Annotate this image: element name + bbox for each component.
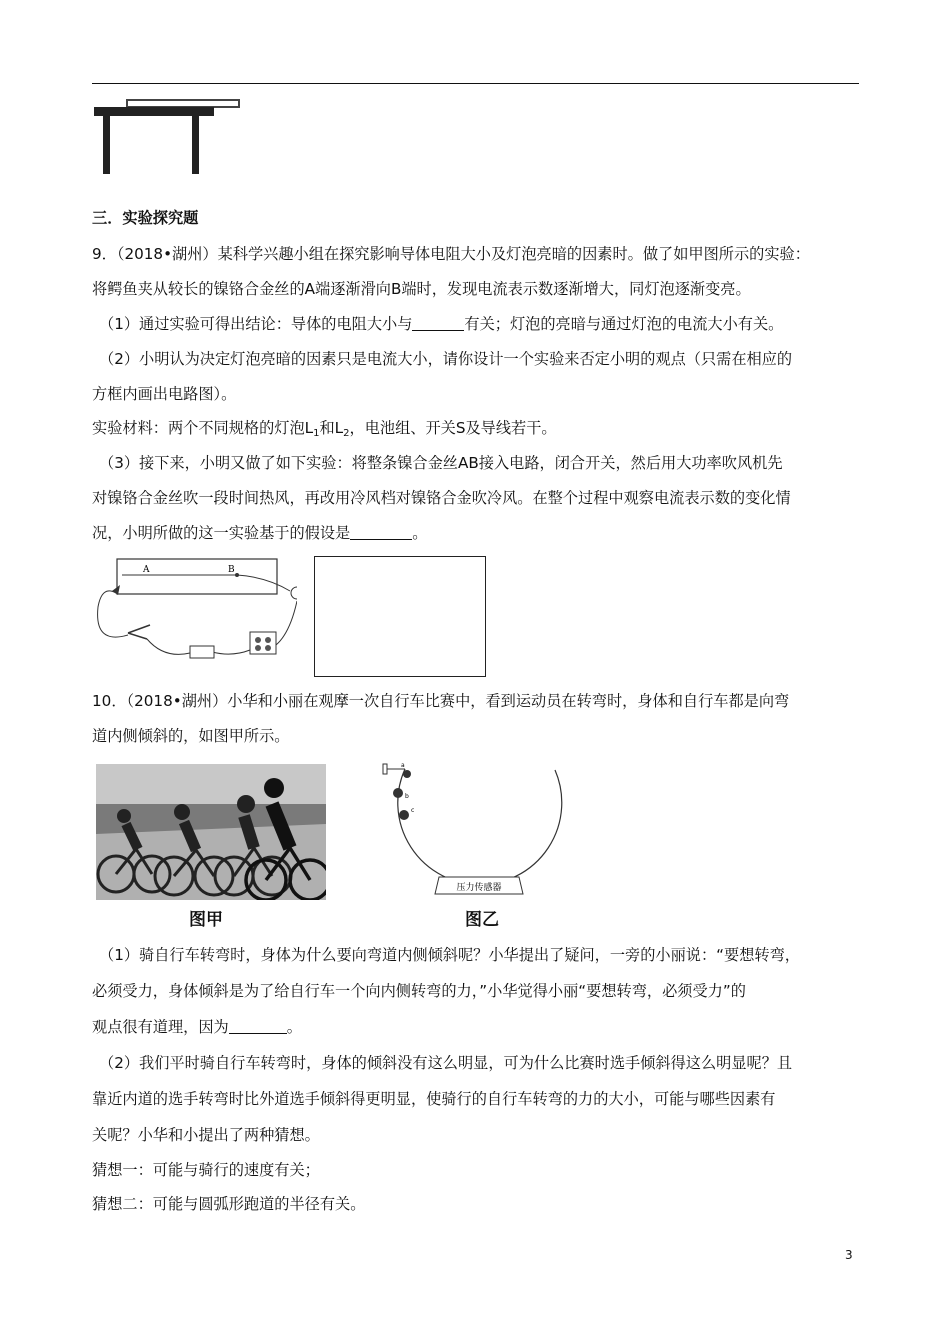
q10-line2: 道内侧倾斜的，如图甲所示。 <box>92 727 290 745</box>
q10-part1-line3 <box>92 1017 302 1037</box>
q10-part2-line2: 靠近内道的选手转弯时比外道选手倾斜得更明显，使骑行的自行车转弯的力的大小，可能与哪些因素有 <box>92 1090 776 1108</box>
q10-part1-text-b: 。 <box>286 1018 302 1036</box>
q9-part1-text-a: （1）通过实验可得出结论：导体的电阻大小与 <box>99 315 413 333</box>
table-top <box>94 107 214 116</box>
q10-part2-line3: 关呢？小华和小提出了两种猜想。 <box>92 1126 320 1144</box>
q9-line2: 将鳄鱼夹从较长的镍铬合金丝的A端逐渐滑向B端时，发现电流表示数逐渐增大，同灯泡逐渐变亮。 <box>92 280 751 298</box>
q9-part3-text-b: 。 <box>412 524 428 542</box>
ammeter <box>190 646 214 658</box>
ball-a-label: a <box>401 762 405 769</box>
cyclists-photo <box>96 764 326 900</box>
caption-fig-jia: 图甲 <box>189 910 223 930</box>
sensor-label: 压力传感器 <box>456 883 502 893</box>
q10-line1: 10．（2018•湖州）小华和小丽在观摩一次自行车比赛中，看到运动员在转弯时，身体和自行车都是向弯 <box>92 692 790 710</box>
switch <box>128 625 150 639</box>
q9-part3-line3 <box>92 523 427 543</box>
table-board <box>127 100 239 107</box>
ball-a <box>403 770 411 778</box>
q9-part1 <box>99 314 783 334</box>
wire-switch-clip <box>98 591 128 637</box>
table-leg-right <box>192 116 199 174</box>
q9-part1-text-b: 有关；灯泡的亮暗与通过灯泡的电流大小有关。 <box>464 315 784 333</box>
q9-answer-blank-1[interactable] <box>412 316 464 331</box>
q10-part1-text-a: 观点很有道理，因为 <box>92 1018 229 1036</box>
wire-board <box>117 559 277 594</box>
materials-text-c: ，电池组、开关S及导线若干。 <box>349 419 557 437</box>
battery-box <box>250 632 276 654</box>
q9-part2-line1: （2）小明认为决定灯泡亮暗的因素只是电流大小，请你设计一个实验来否定小明的观点（只需在相应的 <box>99 350 793 368</box>
q10-part1-line2: 必须受力，身体倾斜是为了给自行车一个向内侧转弯的力，”小华觉得小丽“要想转弯，必须受力”的 <box>92 982 746 1000</box>
q10-part1-line1: （1）骑自行车转弯时，身体为什么要向弯道内侧倾斜呢？小华提出了疑问，一旁的小丽说：“要想转弯， <box>99 946 800 964</box>
materials-text-a: 实验材料：两个不同规格的灯泡L <box>92 419 314 437</box>
q9-materials <box>92 418 557 438</box>
section-title: 三．实验探究题 <box>92 209 199 227</box>
wire-ammeter-switch <box>147 639 190 654</box>
mount <box>383 764 387 774</box>
q9-part2-line2: 方框内画出电路图）。 <box>92 385 237 403</box>
page-number: 3 <box>845 1248 853 1262</box>
label-b: B <box>228 565 235 575</box>
q9-answer-blank-2[interactable] <box>350 525 412 540</box>
guess-one: 猜想一：可能与骑行的速度有关； <box>92 1161 320 1179</box>
header-rule <box>92 83 859 84</box>
ball-b <box>393 788 403 798</box>
wire-battery-ammeter <box>212 650 250 654</box>
q9-part3-line2: 对镍铬合金丝吹一段时间热风，再改用冷风档对镍铬合金吹冷风。在整个过程中观察电流表示数的变化情 <box>92 489 791 507</box>
q10-answer-blank[interactable] <box>229 1019 287 1034</box>
ball-c <box>399 810 409 820</box>
caption-fig-yi: 图乙 <box>465 910 499 930</box>
guess-two: 猜想二：可能与圆弧形跑道的半径有关。 <box>92 1195 366 1213</box>
materials-sub-1: 1 <box>313 428 320 439</box>
bulb <box>291 587 297 599</box>
q9-line1: 9．（2018•湖州）某科学兴趣小组在探究影响导体电阻大小及灯泡亮暗的因素时。做了如甲图所示的实验： <box>92 245 810 263</box>
ball-b-label: b <box>405 793 409 800</box>
q9-part3-line1: （3）接下来，小明又做了如下实验：将整条镍合金丝AB接入电路，闭合开关，然后用大功率吹风机先 <box>99 454 783 472</box>
circular-track-figure <box>371 760 573 902</box>
circuit-figure <box>92 555 297 675</box>
track-arc <box>398 769 562 885</box>
ball-c-label: c <box>411 807 415 814</box>
circuit-drawing-box[interactable] <box>314 556 486 677</box>
materials-text-b: 和L <box>319 419 344 437</box>
label-a: A <box>143 565 150 575</box>
table-figure <box>92 96 244 176</box>
wire-bulb-down <box>276 601 297 645</box>
materials-sub-2: 2 <box>343 428 350 439</box>
q10-part2-line1: （2）我们平时骑自行车转弯时，身体的倾斜没有这么明显，可为什么比赛时选手倾斜得这么明显呢？且 <box>99 1054 793 1072</box>
q9-part3-text-a: 况，小明所做的这一实验基于的假设是 <box>92 524 351 542</box>
table-leg-left <box>103 116 110 174</box>
